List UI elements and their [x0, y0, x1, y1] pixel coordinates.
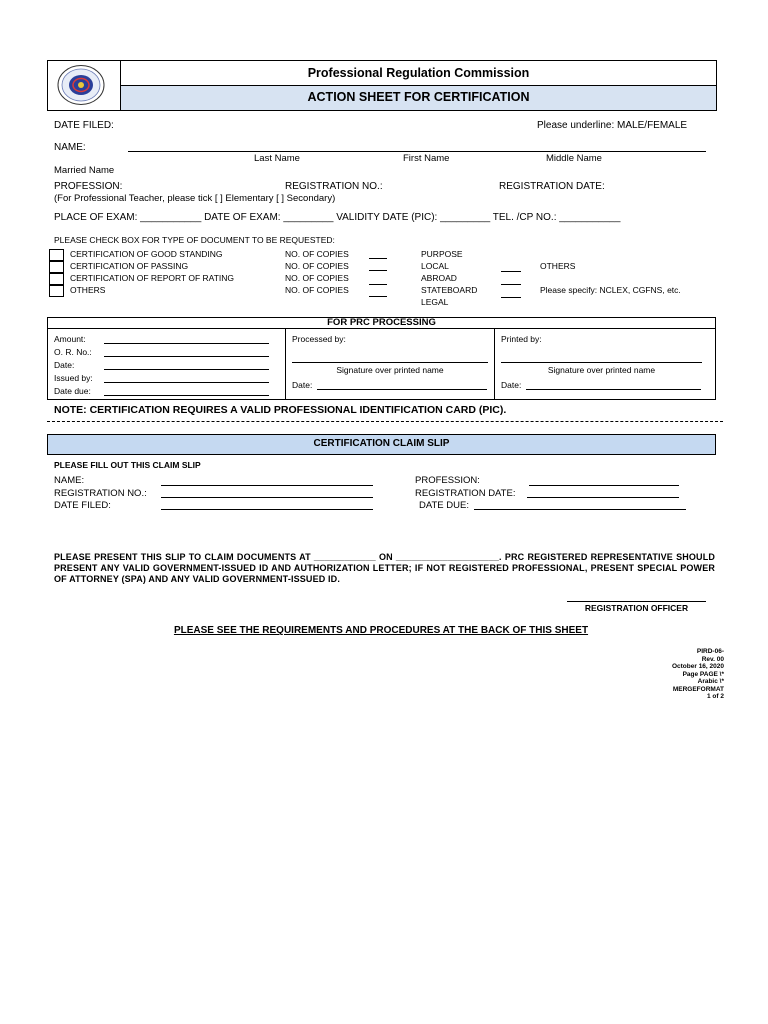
- or-no-label: O. R. No.:: [54, 347, 92, 357]
- purpose-blank[interactable]: [501, 297, 521, 298]
- doc-code-line: MERGEFORMAT: [672, 685, 724, 693]
- processing-box: [47, 317, 716, 400]
- see-back-note: PLEASE SEE THE REQUIREMENTS AND PROCEDURES AT THE BACK OF THIS SHEET: [173, 625, 589, 636]
- doc-code-line: Rev. 00: [701, 655, 724, 663]
- registration-no-label: REGISTRATION NO.:: [285, 181, 383, 192]
- date-due-line[interactable]: [104, 395, 269, 396]
- date-due-label: Date due:: [54, 386, 91, 396]
- printed-by-label: Printed by:: [501, 334, 542, 344]
- copies-blank[interactable]: [369, 270, 387, 271]
- copies-blank[interactable]: [369, 284, 387, 285]
- first-name-caption: First Name: [403, 153, 450, 164]
- doc-code-line: PIRD-06-: [696, 648, 724, 655]
- last-name-caption: Last Name: [254, 153, 300, 164]
- fill-out-instruction: PLEASE FILL OUT THIS CLAIM SLIP: [54, 460, 201, 470]
- specify-note: Please specify: NCLEX, CGFNS, etc.: [540, 285, 681, 295]
- purpose-stateboard: STATEBOARD: [421, 285, 478, 295]
- checkbox-passing[interactable]: [49, 261, 64, 273]
- issued-by-label: Issued by:: [54, 373, 93, 383]
- exam-info-line: PLACE OF EXAM: ___________ DATE OF EXAM: _________ VALIDITY DATE (PIC): _________ TEL. /CP NO.: ___________: [54, 212, 621, 223]
- purpose-blank[interactable]: [501, 284, 521, 285]
- claim-date-filed-line[interactable]: [161, 509, 373, 510]
- checkbox-others[interactable]: [49, 285, 64, 297]
- or-no-line[interactable]: [104, 356, 269, 357]
- processing-title-divider: [47, 328, 716, 329]
- date-label: Date:: [54, 360, 75, 370]
- processed-signature-caption: Signature over printed name: [336, 365, 444, 375]
- purpose-local: LOCAL: [421, 261, 449, 271]
- claim-instructions: PLEASE PRESENT THIS SLIP TO CLAIM DOCUMENTS AT ____________ ON ____________________. PRC REGISTERED REPRESENTATIVE SHOULD PRESENT ANY VALID GOVERNMENT-ISSUED ID AND AUTHORIZATION LETTER; IF NOT REGISTERED PROFESSIONAL, PRESENT SPECIAL POWER OF ATTORNEY (SPA) AND ANY VALID GOVERNMENT-ISSUED ID.: [54, 552, 715, 584]
- claim-slip-title: CERTIFICATION CLAIM SLIP: [313, 438, 450, 449]
- registration-date-label: REGISTRATION DATE:: [499, 181, 605, 192]
- registration-officer-label: REGISTRATION OFFICER: [584, 603, 689, 613]
- cut-line: [47, 421, 723, 422]
- claim-name-line[interactable]: [161, 485, 373, 486]
- issued-by-line[interactable]: [104, 382, 269, 383]
- claim-date-due-label: DATE DUE:: [419, 500, 469, 511]
- name-label: NAME:: [54, 142, 86, 153]
- copies-label: NO. OF COPIES: [285, 285, 349, 295]
- middle-name-caption: Middle Name: [546, 153, 602, 164]
- printed-date-line[interactable]: [526, 389, 701, 390]
- printed-date-label: Date:: [501, 380, 522, 390]
- claim-registration-date-label: REGISTRATION DATE:: [415, 488, 516, 499]
- claim-date-filed-label: DATE FILED:: [54, 500, 111, 511]
- date-line[interactable]: [104, 369, 269, 370]
- org-name: Professional Regulation Commission: [307, 66, 530, 80]
- check-instruction: PLEASE CHECK BOX FOR TYPE OF DOCUMENT TO BE REQUESTED:: [54, 235, 335, 245]
- processed-signature-line[interactable]: [292, 362, 488, 363]
- doc-passing: CERTIFICATION OF PASSING: [70, 261, 189, 271]
- name-line: [128, 151, 706, 152]
- processing-col-divider: [494, 328, 495, 400]
- processing-col-divider: [285, 328, 286, 400]
- pic-requirement-note: NOTE: CERTIFICATION REQUIRES A VALID PROFESSIONAL IDENTIFICATION CARD (PIC).: [54, 404, 507, 416]
- doc-good-standing: CERTIFICATION OF GOOD STANDING: [70, 249, 223, 259]
- copies-label: NO. OF COPIES: [285, 261, 349, 271]
- purpose-legal: LEGAL: [421, 297, 449, 307]
- doc-report-of-rating: CERTIFICATION OF REPORT OF RATING: [70, 273, 235, 283]
- married-name-label: Married Name: [54, 165, 115, 176]
- document-code: [640, 648, 724, 701]
- amount-label: Amount:: [54, 334, 86, 344]
- copies-blank[interactable]: [369, 258, 387, 259]
- claim-registration-no-line[interactable]: [161, 497, 373, 498]
- claim-registration-no-label: REGISTRATION NO.:: [54, 488, 147, 499]
- processed-date-line[interactable]: [317, 389, 487, 390]
- doc-code-line: Arabic \*: [697, 678, 724, 685]
- printed-signature-caption: Signature over printed name: [547, 365, 656, 375]
- claim-profession-line[interactable]: [529, 485, 679, 486]
- copies-label: NO. OF COPIES: [285, 249, 349, 259]
- doc-code-line: 1 of 2: [707, 693, 724, 700]
- officer-signature-line[interactable]: [567, 601, 706, 602]
- gender-underline-note: Please underline: MALE/FEMALE: [537, 120, 688, 131]
- printed-signature-line[interactable]: [501, 362, 702, 363]
- doc-code-line: Page PAGE \*: [682, 670, 724, 678]
- claim-registration-date-line[interactable]: [527, 497, 679, 498]
- claim-date-due-line[interactable]: [474, 509, 686, 510]
- doc-code-line: October 16, 2020: [671, 663, 724, 670]
- date-filed-label: DATE FILED:: [54, 120, 114, 131]
- purpose-abroad: ABROAD: [421, 273, 457, 283]
- purpose-header: PURPOSE: [421, 249, 463, 259]
- amount-line[interactable]: [104, 343, 269, 344]
- purpose-blank[interactable]: [501, 271, 521, 272]
- checkbox-report-of-rating[interactable]: [49, 273, 64, 285]
- form-title: ACTION SHEET FOR CERTIFICATION: [307, 90, 530, 104]
- profession-label: PROFESSION:: [54, 181, 123, 192]
- copies-label: NO. OF COPIES: [285, 273, 349, 283]
- teacher-note: (For Professional Teacher, please tick [ ] Elementary [ ] Secondary): [54, 193, 336, 204]
- copies-blank[interactable]: [369, 296, 387, 297]
- processed-date-label: Date:: [292, 380, 313, 390]
- checkbox-good-standing[interactable]: [49, 249, 64, 261]
- claim-name-label: NAME:: [54, 475, 85, 486]
- claim-profession-label: PROFESSION:: [415, 475, 480, 486]
- processing-title: FOR PRC PROCESSING: [327, 317, 436, 328]
- processed-by-label: Processed by:: [292, 334, 346, 344]
- others-purpose-label: OTHERS: [540, 261, 576, 271]
- prc-seal-logo: [56, 64, 106, 106]
- doc-others: OTHERS: [70, 285, 106, 295]
